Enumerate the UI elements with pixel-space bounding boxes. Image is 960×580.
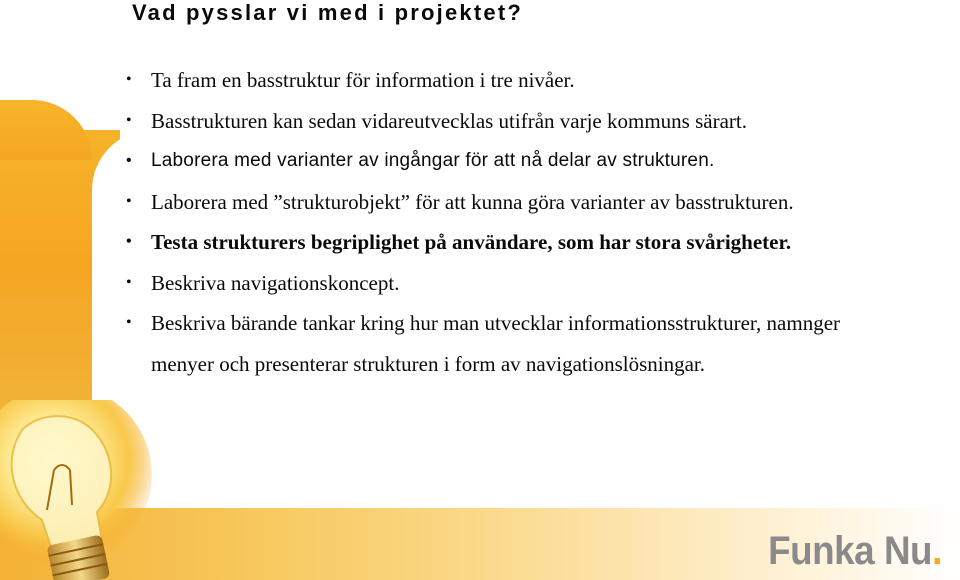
list-item (126, 222, 906, 263)
list-item (126, 101, 906, 142)
bullet-icon: • (126, 273, 132, 291)
list-item-text: Testa strukturers begriplighet på användare, som har stora svårigheter. (151, 230, 792, 254)
list-item-text: Ta fram en basstruktur för information i tre nivåer. (151, 68, 575, 92)
bullet-icon: • (126, 192, 132, 210)
bullet-icon: • (126, 152, 132, 169)
funka-nu-logo (768, 529, 942, 574)
list-item (126, 60, 906, 101)
list-item (126, 182, 906, 223)
logo-text: Funka Nu (768, 529, 933, 573)
slide-title: Vad pysslar vi med i projektet? (132, 0, 523, 25)
list-item-text: Laborera med varianter av ingångar för att nå delar av strukturen. (151, 150, 715, 171)
bullet-icon: • (126, 71, 132, 88)
light-bulb-icon (0, 400, 172, 580)
bullet-icon: • (126, 233, 132, 250)
bullet-icon: • (126, 314, 132, 331)
logo-dot: . (932, 529, 942, 573)
list-item (126, 141, 906, 182)
list-item (126, 263, 906, 304)
list-item-text: Laborera med ”strukturobjekt” för att kunna göra varianter av basstrukturen. (151, 189, 794, 214)
band-curve (0, 100, 92, 130)
bullet-list (126, 60, 906, 384)
bullet-icon: • (126, 111, 132, 129)
list-item-text: Beskriva navigationskoncept. (151, 270, 400, 295)
list-item-text: Basstrukturen kan sedan vidareutvecklas utifrån varje kommuns särart. (151, 108, 747, 133)
list-item-text: Beskriva bärande tankar kring hur man utvecklar informationsstrukturer, namnger menyer och presenterar strukturen i form av navigationslösningar. (151, 311, 841, 376)
list-item (126, 303, 906, 384)
